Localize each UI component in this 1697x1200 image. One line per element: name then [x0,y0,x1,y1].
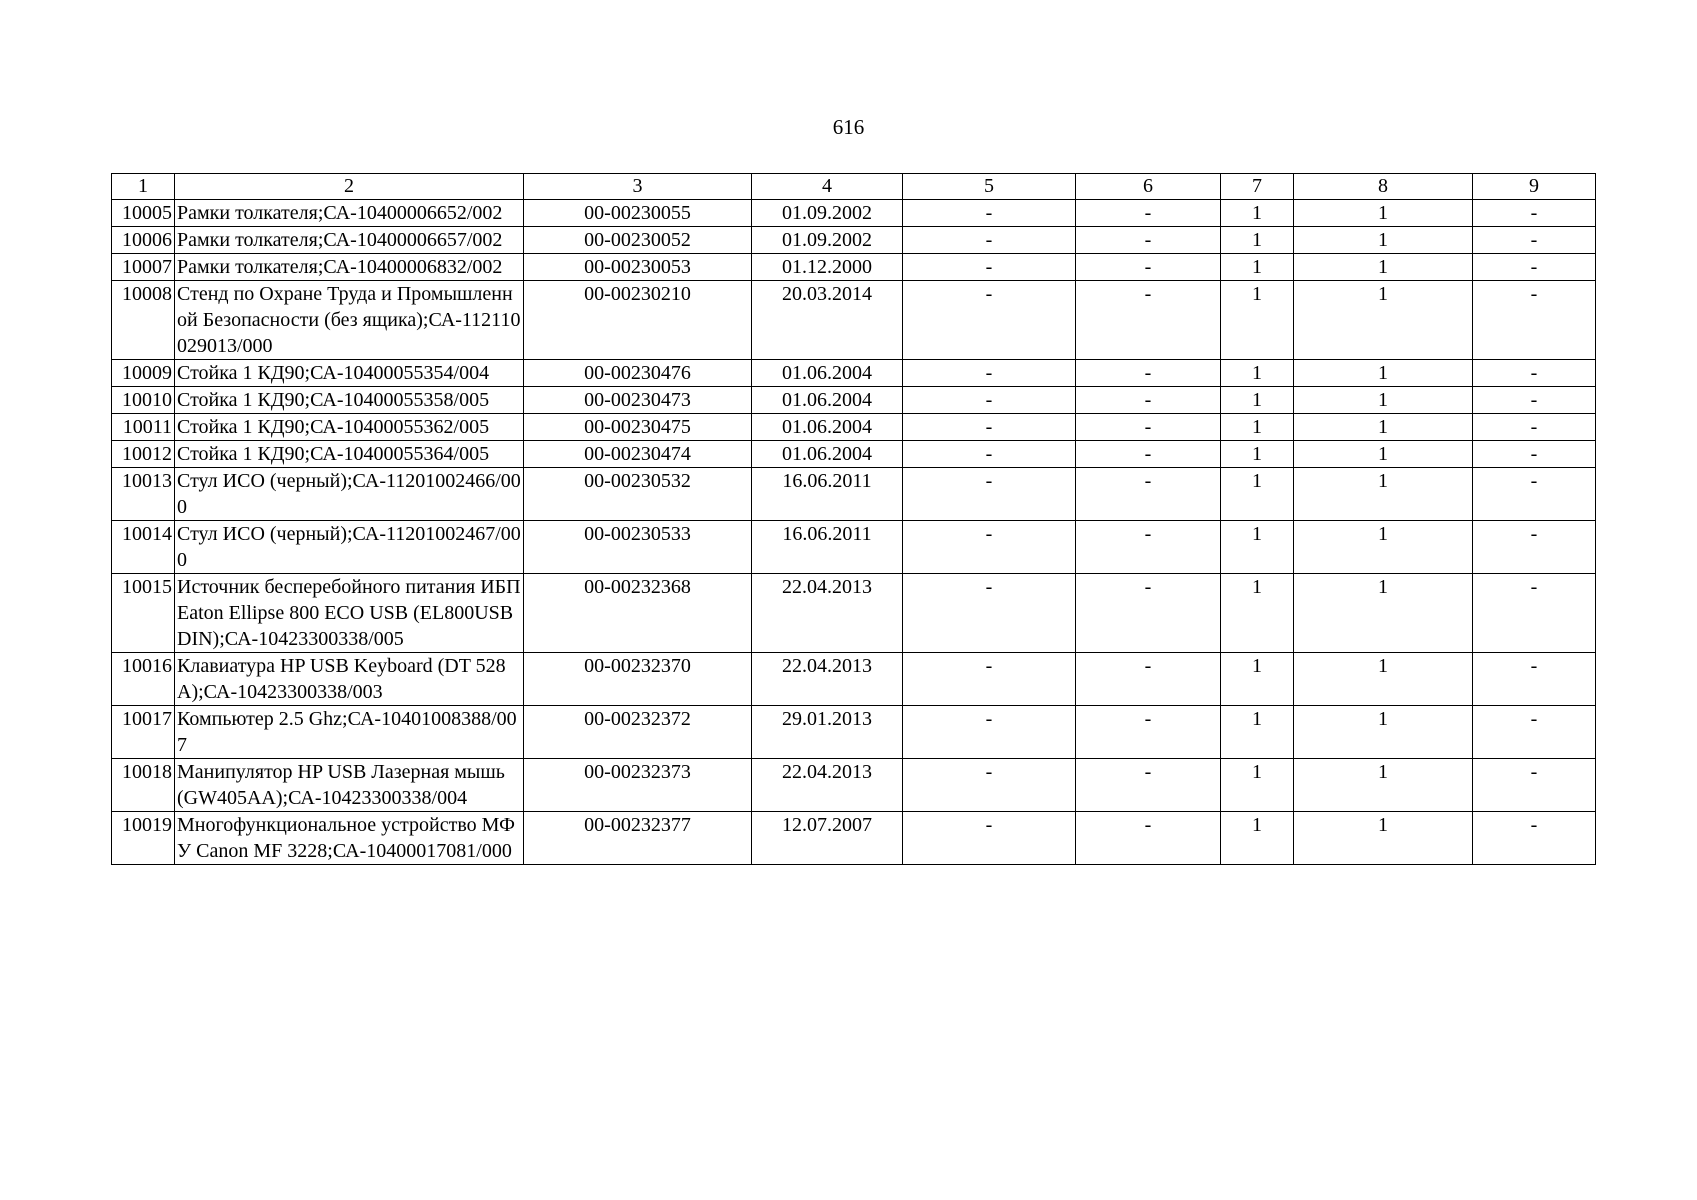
inventory-code-cell: 00-00232377 [524,812,752,865]
date-cell: 22.04.2013 [752,759,903,812]
date-cell: 22.04.2013 [752,653,903,706]
date-cell: 20.03.2014 [752,281,903,360]
col9-cell: - [1473,812,1596,865]
row-number-cell: 10010 [112,387,175,414]
item-name-cell: Стойка 1 КД90;СА-10400055364/005 [175,441,524,468]
header-cell: 9 [1473,174,1596,200]
item-name-cell: Источник бесперебойного питания ИБП Eaton Ellipse 800 ECO USB (EL800USBDIN);СА-10423300338/005 [175,574,524,653]
item-name-cell: Рамки толкателя;СА-10400006657/002 [175,227,524,254]
col6-cell: - [1076,387,1221,414]
item-name-cell: Рамки толкателя;СА-10400006652/002 [175,200,524,227]
row-number-cell: 10012 [112,441,175,468]
col6-cell: - [1076,360,1221,387]
col8-cell: 1 [1294,360,1473,387]
inventory-code-cell: 00-00232372 [524,706,752,759]
row-number-cell: 10016 [112,653,175,706]
col8-cell: 1 [1294,227,1473,254]
col5-cell: - [903,574,1076,653]
inventory-code-cell: 00-00230532 [524,468,752,521]
col6-cell: - [1076,254,1221,281]
header-cell: 1 [112,174,175,200]
date-cell: 01.06.2004 [752,441,903,468]
col6-cell: - [1076,812,1221,865]
row-number-cell: 10005 [112,200,175,227]
inventory-code-cell: 00-00232373 [524,759,752,812]
inventory-code-cell: 00-00230473 [524,387,752,414]
col6-cell: - [1076,468,1221,521]
header-cell: 7 [1221,174,1294,200]
col6-cell: - [1076,227,1221,254]
col7-cell: 1 [1221,254,1294,281]
table-row [112,812,1596,865]
item-name-cell: Стойка 1 КД90;СА-10400055354/004 [175,360,524,387]
col9-cell: - [1473,227,1596,254]
col6-cell: - [1076,574,1221,653]
inventory-code-cell: 00-00230052 [524,227,752,254]
inventory-table [111,173,1596,865]
col8-cell: 1 [1294,200,1473,227]
col5-cell: - [903,812,1076,865]
inventory-code-cell: 00-00232368 [524,574,752,653]
table-row [112,653,1596,706]
col5-cell: - [903,468,1076,521]
col9-cell: - [1473,281,1596,360]
col6-cell: - [1076,653,1221,706]
col9-cell: - [1473,387,1596,414]
item-name-cell: Многофункциональное устройство МФУ Canon MF 3228;СА-10400017081/000 [175,812,524,865]
col7-cell: 1 [1221,360,1294,387]
col7-cell: 1 [1221,468,1294,521]
inventory-code-cell: 00-00230475 [524,414,752,441]
col5-cell: - [903,200,1076,227]
header-cell: 4 [752,174,903,200]
table-row [112,227,1596,254]
col9-cell: - [1473,521,1596,574]
col7-cell: 1 [1221,441,1294,468]
date-cell: 01.06.2004 [752,414,903,441]
inventory-code-cell: 00-00230533 [524,521,752,574]
row-number-cell: 10011 [112,414,175,441]
col8-cell: 1 [1294,759,1473,812]
col8-cell: 1 [1294,706,1473,759]
header-cell: 8 [1294,174,1473,200]
date-cell: 01.09.2002 [752,200,903,227]
inventory-code-cell: 00-00230053 [524,254,752,281]
col8-cell: 1 [1294,414,1473,441]
col6-cell: - [1076,521,1221,574]
inventory-code-cell: 00-00230210 [524,281,752,360]
row-number-cell: 10006 [112,227,175,254]
col5-cell: - [903,387,1076,414]
table-row [112,281,1596,360]
table-row [112,360,1596,387]
item-name-cell: Стул ИСО (черный);СА-11201002467/000 [175,521,524,574]
date-cell: 01.06.2004 [752,387,903,414]
header-row [112,174,1596,200]
col7-cell: 1 [1221,653,1294,706]
date-cell: 12.07.2007 [752,812,903,865]
table-row [112,521,1596,574]
col9-cell: - [1473,200,1596,227]
col8-cell: 1 [1294,521,1473,574]
row-number-cell: 10007 [112,254,175,281]
col8-cell: 1 [1294,574,1473,653]
col5-cell: - [903,441,1076,468]
col9-cell: - [1473,759,1596,812]
date-cell: 01.06.2004 [752,360,903,387]
header-cell: 6 [1076,174,1221,200]
col8-cell: 1 [1294,281,1473,360]
date-cell: 22.04.2013 [752,574,903,653]
col5-cell: - [903,227,1076,254]
inventory-code-cell: 00-00230476 [524,360,752,387]
item-name-cell: Рамки толкателя;СА-10400006832/002 [175,254,524,281]
item-name-cell: Компьютер 2.5 Ghz;СА-10401008388/007 [175,706,524,759]
col8-cell: 1 [1294,254,1473,281]
col7-cell: 1 [1221,387,1294,414]
item-name-cell: Стенд по Охране Труда и Промышленной Безопасности (без ящика);СА-112110029013/000 [175,281,524,360]
col6-cell: - [1076,759,1221,812]
col6-cell: - [1076,414,1221,441]
col5-cell: - [903,521,1076,574]
table-row [112,759,1596,812]
col5-cell: - [903,414,1076,441]
header-cell: 3 [524,174,752,200]
table-row [112,706,1596,759]
row-number-cell: 10008 [112,281,175,360]
table-row [112,200,1596,227]
item-name-cell: Стул ИСО (черный);СА-11201002466/000 [175,468,524,521]
col7-cell: 1 [1221,521,1294,574]
col8-cell: 1 [1294,441,1473,468]
col6-cell: - [1076,441,1221,468]
date-cell: 16.06.2011 [752,521,903,574]
item-name-cell: Стойка 1 КД90;СА-10400055358/005 [175,387,524,414]
row-number-cell: 10015 [112,574,175,653]
col8-cell: 1 [1294,653,1473,706]
col7-cell: 1 [1221,812,1294,865]
col8-cell: 1 [1294,387,1473,414]
inventory-code-cell: 00-00230055 [524,200,752,227]
page-number: 616 [832,115,865,139]
date-cell: 01.12.2000 [752,254,903,281]
col9-cell: - [1473,360,1596,387]
date-cell: 01.09.2002 [752,227,903,254]
col7-cell: 1 [1221,759,1294,812]
table-row [112,574,1596,653]
item-name-cell: Стойка 1 КД90;СА-10400055362/005 [175,414,524,441]
col9-cell: - [1473,414,1596,441]
col5-cell: - [903,254,1076,281]
col7-cell: 1 [1221,200,1294,227]
col5-cell: - [903,706,1076,759]
inventory-code-cell: 00-00232370 [524,653,752,706]
col9-cell: - [1473,468,1596,521]
col8-cell: 1 [1294,468,1473,521]
table-row [112,441,1596,468]
col7-cell: 1 [1221,414,1294,441]
col5-cell: - [903,360,1076,387]
col9-cell: - [1473,254,1596,281]
col9-cell: - [1473,574,1596,653]
row-number-cell: 10019 [112,812,175,865]
row-number-cell: 10013 [112,468,175,521]
row-number-cell: 10017 [112,706,175,759]
header-cell: 2 [175,174,524,200]
col5-cell: - [903,759,1076,812]
row-number-cell: 10018 [112,759,175,812]
col7-cell: 1 [1221,574,1294,653]
inventory-code-cell: 00-00230474 [524,441,752,468]
col9-cell: - [1473,441,1596,468]
col6-cell: - [1076,706,1221,759]
col9-cell: - [1473,706,1596,759]
item-name-cell: Манипулятор HP USB Лазерная мышь (GW405AA);СА-10423300338/004 [175,759,524,812]
col5-cell: - [903,281,1076,360]
table-row [112,414,1596,441]
row-number-cell: 10009 [112,360,175,387]
col9-cell: - [1473,653,1596,706]
date-cell: 29.01.2013 [752,706,903,759]
col8-cell: 1 [1294,812,1473,865]
col7-cell: 1 [1221,227,1294,254]
col5-cell: - [903,653,1076,706]
date-cell: 16.06.2011 [752,468,903,521]
row-number-cell: 10014 [112,521,175,574]
col7-cell: 1 [1221,281,1294,360]
table-row [112,468,1596,521]
col6-cell: - [1076,281,1221,360]
col6-cell: - [1076,200,1221,227]
col7-cell: 1 [1221,706,1294,759]
table-row [112,254,1596,281]
table-row [112,387,1596,414]
header-cell: 5 [903,174,1076,200]
item-name-cell: Клавиатура HP USB Keyboard (DT 528A);СА-10423300338/003 [175,653,524,706]
